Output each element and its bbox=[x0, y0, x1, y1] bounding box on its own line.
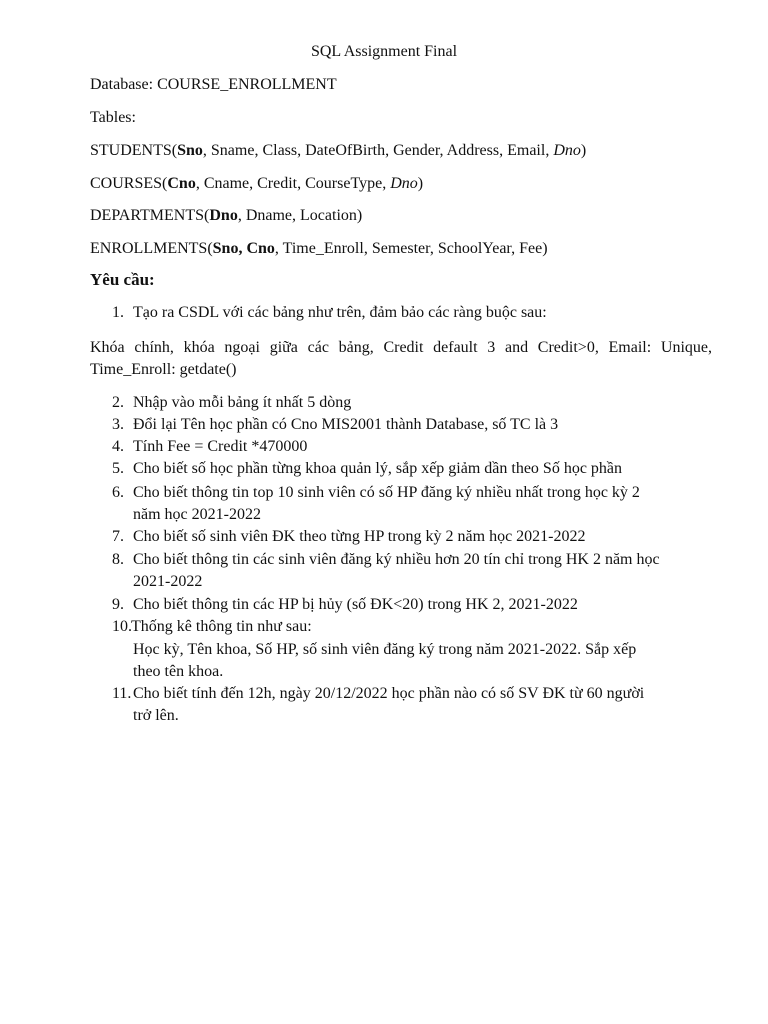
item-number: 7. bbox=[112, 528, 124, 545]
foreign-key: Dno bbox=[390, 175, 418, 192]
item-text: Cho biết số sinh viên ĐK theo từng HP trong kỳ 2 năm học 2021-2022 bbox=[133, 528, 586, 545]
table-courses bbox=[90, 174, 423, 194]
database-line: Database: COURSE_ENROLLMENT bbox=[90, 76, 337, 93]
item-text: năm học 2021-2022 bbox=[133, 506, 261, 523]
item-text: Đổi lại Tên học phần có Cno MIS2001 thành Database, số TC là 3 bbox=[133, 416, 559, 433]
item-text: Cho biết thông tin top 10 sinh viên có số HP đăng ký nhiều nhất trong học kỳ 2 bbox=[133, 484, 640, 501]
columns: , Cname, Credit, CourseType, bbox=[195, 175, 391, 192]
table-students bbox=[90, 141, 586, 161]
item-text: theo tên khoa. bbox=[133, 663, 224, 680]
item-number: 1. bbox=[112, 304, 124, 321]
foreign-key: Dno bbox=[553, 142, 581, 159]
item-text: Học kỳ, Tên khoa, Số HP, số sinh viên đăng ký trong năm 2021-2022. Sắp xếp bbox=[133, 641, 637, 658]
table-name: COURSES( bbox=[90, 175, 168, 192]
table-name: DEPARTMENTS( bbox=[90, 207, 210, 224]
primary-key: Sno, Cno bbox=[212, 240, 275, 257]
primary-key: Sno bbox=[177, 142, 203, 159]
item-text: Cho biết tính đến 12h, ngày 20/12/2022 học phần nào có số SV ĐK từ 60 người bbox=[133, 685, 645, 702]
columns: , Dname, Location) bbox=[237, 207, 363, 224]
item-text: Cho biết thông tin các sinh viên đăng ký nhiều hơn 20 tín chỉ trong HK 2 năm học bbox=[133, 551, 660, 568]
constraints-line: Khóa chính, khóa ngoại giữa các bảng, Credit default 3 and Credit>0, Email: Unique, bbox=[90, 339, 712, 356]
item-number: 6. bbox=[112, 484, 124, 501]
columns: , Time_Enroll, Semester, SchoolYear, Fee) bbox=[274, 240, 548, 257]
item-number: 9. bbox=[112, 596, 124, 613]
item-text: Tạo ra CSDL với các bảng như trên, đảm bảo các ràng buộc sau: bbox=[133, 304, 547, 321]
item-number: 10. bbox=[112, 618, 132, 635]
item-text: 2021-2022 bbox=[133, 573, 203, 590]
table-departments bbox=[90, 206, 362, 226]
requirements-heading: Yêu cầu: bbox=[90, 270, 155, 289]
item-text: Nhập vào mỗi bảng ít nhất 5 dòng bbox=[133, 394, 352, 411]
item-number: 4. bbox=[112, 438, 124, 455]
item-text: Tính Fee = Credit *470000 bbox=[133, 438, 308, 455]
close-paren: ) bbox=[580, 142, 587, 159]
item-number: 11. bbox=[112, 685, 132, 702]
close-paren: ) bbox=[417, 175, 424, 192]
item-text: Cho biết thông tin các HP bị hủy (số ĐK<20) trong HK 2, 2021-2022 bbox=[133, 596, 578, 613]
primary-key: Dno bbox=[209, 207, 238, 224]
item-text: Cho biết số học phần từng khoa quản lý, sắp xếp giảm dần theo Số học phần bbox=[133, 460, 623, 477]
item-text: trở lên. bbox=[133, 707, 179, 724]
document-title: SQL Assignment Final bbox=[310, 43, 458, 60]
columns: , Sname, Class, DateOfBirth, Gender, Address, Email, bbox=[202, 142, 554, 159]
table-name: STUDENTS( bbox=[90, 142, 178, 159]
item-number: 2. bbox=[112, 394, 124, 411]
tables-label: Tables: bbox=[90, 109, 136, 126]
table-name: ENROLLMENTS( bbox=[90, 240, 213, 257]
constraints-line: Time_Enroll: getdate() bbox=[90, 361, 237, 378]
item-text: Thống kê thông tin như sau: bbox=[131, 618, 312, 635]
item-number: 8. bbox=[112, 551, 124, 568]
item-number: 5. bbox=[112, 460, 124, 477]
table-enrollments bbox=[90, 239, 548, 259]
item-number: 3. bbox=[112, 416, 124, 433]
primary-key: Cno bbox=[167, 175, 196, 192]
